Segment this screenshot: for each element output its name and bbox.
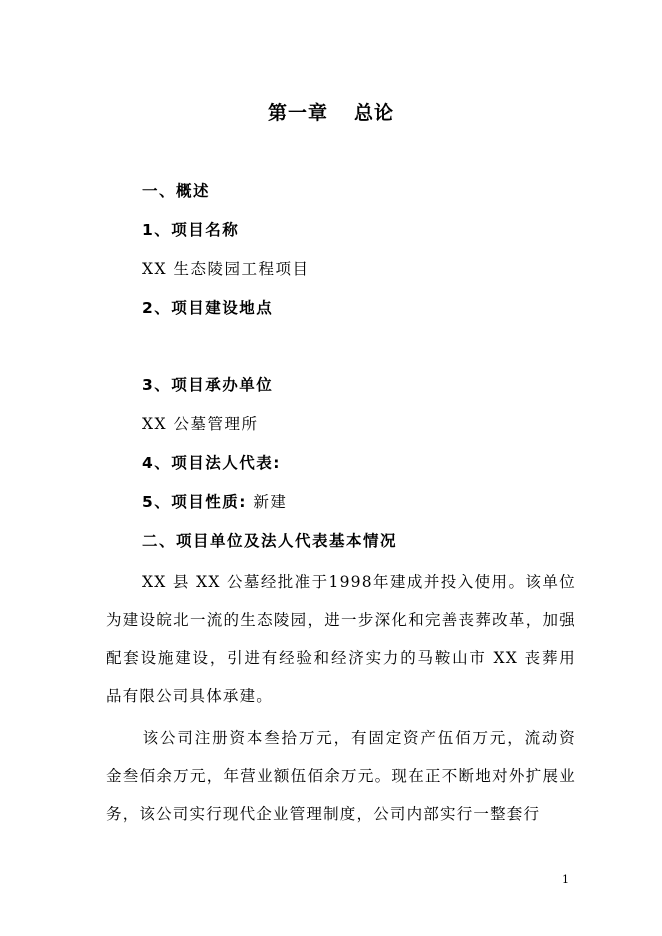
page-number: 1 (562, 873, 569, 886)
item2-label: 2、项目建设地点 (142, 299, 274, 317)
item3-value: XX 公墓管理所 (142, 415, 259, 433)
paragraph-1 (106, 563, 576, 715)
paragraph-2-text: 该公司注册资本叁拾万元，有固定资产伍佰万元，流动资金叁佰余万元，年营业额伍佰余万元。现在正不断地对外扩展业务，该公司实行现代企业管理制度，公司内部实行一整套行 (106, 729, 576, 823)
item5-label: 5、项目性质: (142, 493, 247, 511)
section1-heading: 一、概述 (142, 182, 211, 200)
chapter-title (0, 98, 662, 125)
chapter-number: 第一章 (267, 102, 328, 124)
item5-value: 新建 (246, 493, 288, 511)
section2-heading: 二、项目单位及法人代表基本情况 (142, 532, 398, 550)
item1-value: XX 生态陵园工程项目 (142, 260, 310, 278)
paragraph-2 (106, 719, 576, 833)
chapter-name: 总论 (354, 102, 395, 124)
item4-label: 4、项目法人代表: (142, 454, 281, 472)
item5-row (142, 491, 287, 513)
item3-label: 3、项目承办单位 (142, 376, 274, 394)
item1-label: 1、项目名称 (142, 221, 240, 239)
paragraph-1-text: XX 县 XX 公墓经批准于1998年建成并投入使用。该单位为建设皖北一流的生态陵园，进一步深化和完善丧葬改革，加强配套设施建设，引进有经验和经济实力的马鞍山市 XX 丧葬用品有限公司具体承建。 (106, 573, 576, 705)
